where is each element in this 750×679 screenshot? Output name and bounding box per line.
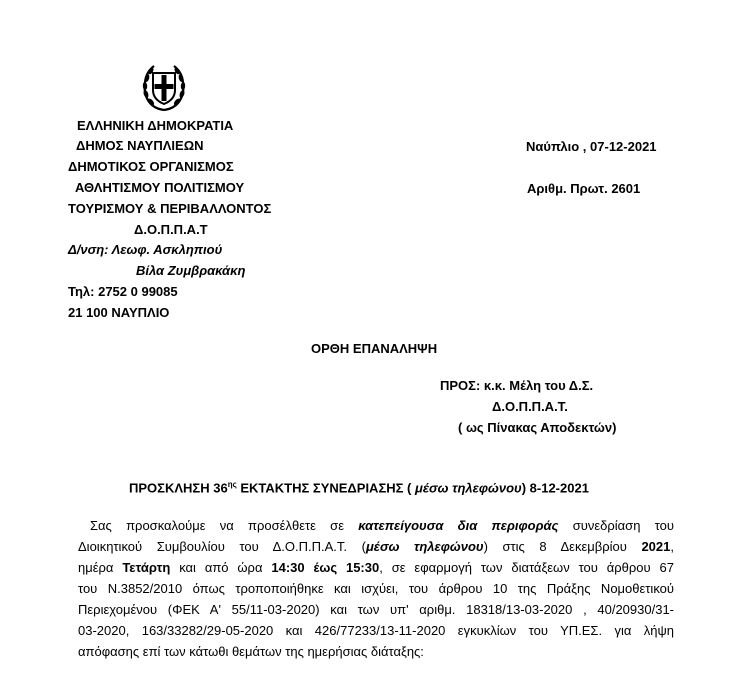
sender-line: ΑΘΛΗΤΙΣΜΟΥ ΠΟΛΙΤΙΣΜΟΥ: [75, 180, 245, 195]
body-line: 03-2020, 163/33282/29-05-2020 και 426/77233/13-11-2020 εγκυκλίων του ΥΠ.ΕΣ. για λήψη: [78, 623, 674, 638]
recipient-line: ΠΡΟΣ: κ.κ. Μέλη του Δ.Σ.: [440, 378, 594, 393]
body-line: Περιεχομένου (ΦΕΚ Α' 55/11-03-2020) και των υπ' αριθμ. 18318/13-03-2020 , 40/20930/31-: [78, 602, 674, 617]
sender-line: ΔΗΜΟΣ ΝΑΥΠΛΙΕΩΝ: [76, 138, 204, 153]
body-line: Διοικητικού Συμβουλίου του Δ.Ο.Π.Π.Α.Τ. (μέσω τηλεφώνου) στις 8 Δεκεμβρίου 2021,: [78, 539, 674, 554]
subject-heading: [129, 480, 589, 495]
sender-line: Δ.Ο.Π.Π.Α.Τ: [134, 222, 208, 237]
sender-address: Βίλα Ζυμβρακάκη: [136, 263, 246, 278]
sender-line: ΕΛΛΗΝΙΚΗ ΔΗΜΟΚΡΑΤΙΑ: [77, 118, 234, 133]
body-line: ημέρα Τετάρτη και από ώρα 14:30 έως 15:30, σε εφαρμογή των διατάξεων του άρθρου 67: [78, 560, 674, 575]
subject-part: μέσω τηλεφώνου: [415, 480, 522, 496]
place-date: Ναύπλιο , 07-12-2021: [526, 139, 657, 154]
sender-postcode: 21 100 ΝΑΥΠΛΙΟ: [68, 305, 170, 320]
sender-line: ΤΟΥΡΙΣΜΟΥ & ΠΕΡΙΒΑΛΛΟΝΤΟΣ: [68, 201, 272, 216]
subject-part: ΕΚΤΑΚΤΗΣ ΣΥΝΕΔΡΙΑΣΗΣ (: [236, 480, 415, 496]
subject-part: ) 8-12-2021: [521, 480, 589, 496]
protocol-number: Αριθμ. Πρωτ. 2601: [527, 181, 641, 196]
subject-superscript: ης: [227, 480, 237, 489]
recipient-line: Δ.Ο.Π.Π.Α.Τ.: [492, 399, 568, 414]
body-line: Σας προσκαλούμε να προσέλθετε σε κατεπείγουσα δια περιφοράς συνεδρίαση του: [90, 518, 674, 533]
sender-line: ΔΗΜΟΤΙΚΟΣ ΟΡΓΑΝΙΣΜΟΣ: [68, 159, 234, 174]
body-line: του Ν.3852/2010 όπως τροποποιήθηκε και ισχύει, του άρθρου 10 της Πράξης Νομοθετικού: [78, 581, 674, 596]
subject-part: ΠΡΟΣΚΛΗΣΗ 36: [129, 480, 228, 496]
greek-state-emblem-icon: [141, 64, 187, 112]
body-line: απόφασης επί των κάτωθι θεμάτων της ημερήσιας διάταξης:: [78, 644, 424, 659]
document-label: ΟΡΘΗ ΕΠΑΝΑΛΗΨΗ: [311, 341, 438, 356]
recipient-line: ( ως Πίνακας Αποδεκτών): [458, 420, 617, 435]
sender-address: Δ/νση: Λεωφ. Ασκληπιού: [68, 242, 223, 257]
sender-phone: Τηλ: 2752 0 99085: [68, 284, 178, 299]
